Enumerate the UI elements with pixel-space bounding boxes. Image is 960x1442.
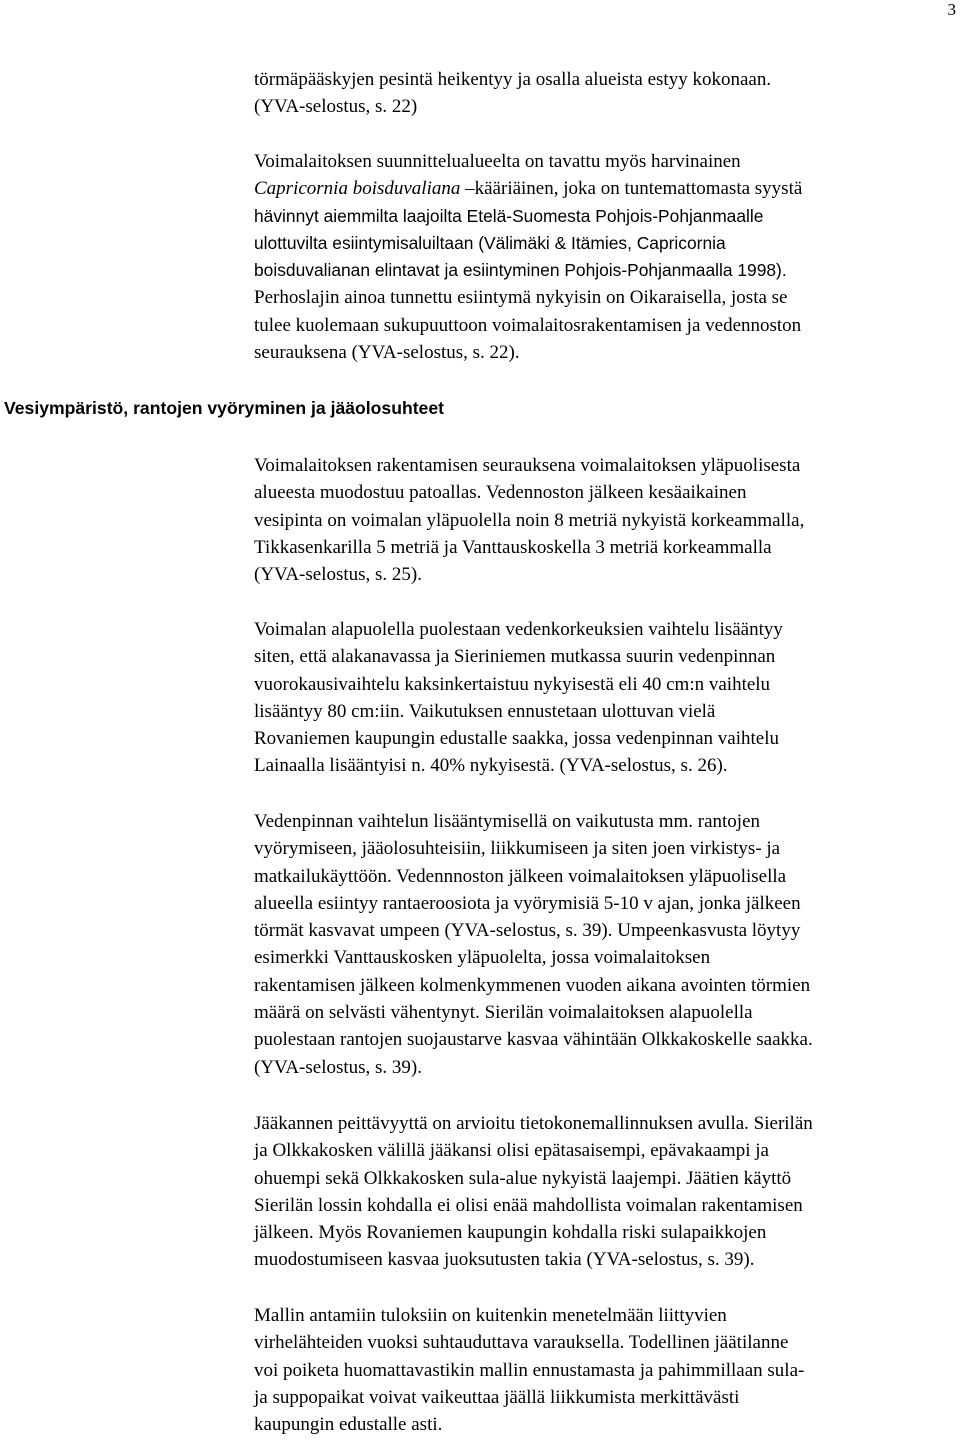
- text-line: törmät kasvavat umpeen (YVA-selostus, s. 39). Umpeenkasvusta löytyy: [254, 920, 801, 942]
- page-number: 3: [947, 0, 956, 19]
- paragraph-lines: [254, 616, 954, 780]
- text-line: (YVA-selostus, s. 22): [254, 96, 418, 118]
- text-line: Perhoslajin ainoa tunnettu esiintymä nykyisin on Oikaraisella, josta se: [254, 287, 788, 309]
- intro-paragraph-1: [254, 66, 954, 121]
- text-line: seurauksena (YVA-selostus, s. 22).: [254, 342, 520, 364]
- text-line: Voimalaitoksen suunnittelualueelta on tavattu myös harvinainen: [254, 151, 741, 172]
- text-line: Mallin antamiin tuloksiin on kuitenkin menetelmään liittyvien: [254, 1305, 727, 1326]
- text-line: jälkeen. Myös Rovaniemen kaupungin kohdalla riski sulapaikkojen: [254, 1222, 767, 1244]
- text-line: alueesta muodostuu patoallas. Vedennoston jälkeen kesäaikainen: [254, 482, 747, 504]
- text-line: törmäpääskyjen pesintä heikentyy ja osalla alueista estyy kokonaan.: [254, 69, 772, 90]
- text-line: ja Olkkakosken välillä jääkansi olisi epätasaisempi, epävakaampi ja: [254, 1140, 769, 1162]
- intro-paragraph-2: [254, 148, 954, 366]
- section-heading: Vesiympäristö, rantojen vyöryminen ja jääolosuhteet: [4, 398, 444, 418]
- text-line: Sierilän lossin kohdalla ei olisi enää mahdollista voimalan rakentamisen: [254, 1194, 803, 1216]
- paragraph-lines: [254, 1110, 954, 1274]
- text-line: Jääkannen peittävyyttä on arvioitu tietokonemallinnuksen avulla. Sierilän: [254, 1113, 813, 1134]
- text-line: hävinnyt aiemmilta laajoilta Etelä-Suomesta Pohjois-Pohjanmaalle: [254, 205, 764, 226]
- text-line: vesipinta on voimalan yläpuolella noin 8 metriä nykyistä korkeammalla,: [254, 509, 805, 531]
- text-line: ohuempi sekä Olkkakosken sula-alue nykyistä laajempi. Jäätien käyttö: [254, 1167, 792, 1189]
- paragraph-lines: [254, 1302, 954, 1438]
- text-line: vuorokausivaihtelu kaksinkertaistuu nykyisestä eli 40 cm:n vaihtelu: [254, 673, 771, 695]
- text-line: määrä on selvästi vähentynyt. Sierilän voimalaitoksen alapuolella: [254, 1002, 753, 1024]
- text-line: virhelähteiden vuoksi suhtauduttava varauksella. Todellinen jäätilanne: [254, 1332, 789, 1354]
- water-paragraph-1: [254, 452, 954, 588]
- species-suffix: –kääriäinen, joka on tuntemattomasta syystä: [460, 178, 803, 200]
- text-line: boisduvalianan elintavat ja esiintyminen Pohjois-Pohjanmaalla 1998).: [254, 260, 787, 281]
- text-line: [254, 175, 954, 202]
- text-line: puolestaan rantojen suojaustarve kasvaa vähintään Olkkakoskelle saakka.: [254, 1029, 813, 1051]
- water-paragraph-2: [254, 616, 954, 780]
- water-paragraph-5: [254, 1302, 954, 1438]
- text-line: Tikkasenkarilla 5 metriä ja Vanttauskoskella 3 metriä korkeammalla: [254, 536, 772, 558]
- text-line: siten, että alakanavassa ja Sieriniemen mutkassa suurin vedenpinnan: [254, 646, 776, 668]
- text-line: kaupungin edustalle asti.: [254, 1414, 443, 1436]
- text-line: voi poiketa huomattavastikin mallin ennustamasta ja pahimmillaan sula-: [254, 1359, 805, 1381]
- text-line: lisääntyy 80 cm:iin. Vaikutuksen ennustetaan ulottuvan vielä: [254, 700, 716, 722]
- text-line: (YVA-selostus, s. 39).: [254, 1056, 423, 1078]
- text-line: tulee kuolemaan sukupuuttoon voimalaitosrakentamisen ja vedennoston: [254, 314, 802, 336]
- text-line: ulottuvilta esiintymisaluiltaan (Välimäki & Itämies, Capricornia: [254, 232, 726, 253]
- text-line: Lainaalla lisääntyisi n. 40% nykyisestä. (YVA-selostus, s. 26).: [254, 755, 728, 777]
- text-line: Voimalaitoksen rakentamisen seurauksena voimalaitoksen yläpuolisesta: [254, 455, 801, 476]
- text-line: vyörymiseen, jääolosuhteisiin, liikkumiseen ja siten joen virkistys- ja: [254, 838, 781, 860]
- species-name: Capricornia boisduvaliana: [254, 178, 461, 200]
- text-line: rakentamisen jälkeen kolmenkymmenen vuoden aikana avointen törmien: [254, 974, 811, 996]
- text-line: ja suppopaikat voivat vaikeuttaa jäällä liikkumista merkittävästi: [254, 1386, 740, 1408]
- text-line: muodostumiseen kasvaa juoksutusten takia (YVA-selostus, s. 39).: [254, 1249, 755, 1271]
- text-line: (YVA-selostus, s. 25).: [254, 564, 423, 586]
- water-paragraph-3: [254, 808, 954, 1081]
- text-line: alueella esiintyy rantaeroosiota ja vyörymisiä 5-10 v ajan, jonka jälkeen: [254, 892, 801, 914]
- text-line: Rovaniemen kaupungin edustalle saakka, jossa vedenpinnan vaihtelu: [254, 728, 779, 750]
- text-line: Vedenpinnan vaihtelun lisääntymisellä on vaikutusta mm. rantojen: [254, 811, 761, 832]
- text-line: matkailukäyttöön. Vedennnoston jälkeen voimalaitoksen yläpuolisella: [254, 865, 787, 887]
- paragraph-lines: [254, 808, 954, 1081]
- text-line: esimerkki Vanttauskosken yläpuolelta, jossa voimalaitoksen: [254, 947, 711, 969]
- water-paragraph-4: [254, 1110, 954, 1274]
- text-line: Voimalan alapuolella puolestaan vedenkorkeuksien vaihtelu lisääntyy: [254, 619, 783, 640]
- paragraph-lines: [254, 452, 954, 588]
